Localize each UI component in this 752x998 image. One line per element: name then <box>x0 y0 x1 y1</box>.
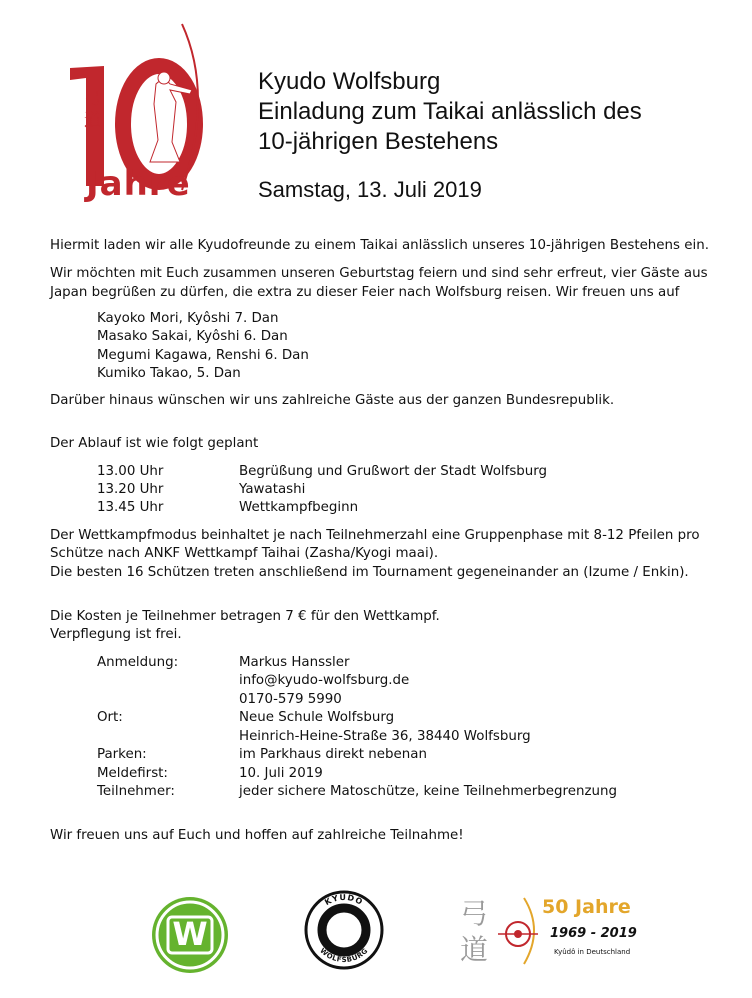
anniversary-logo <box>64 14 204 210</box>
location-name: Neue Schule Wolfsburg <box>239 710 395 725</box>
competition-mode-line1: Der Wettkampfmodus beinhaltet je nach Teilnehmerzahl eine Gruppenphase mit 8-12 Pfeilen pro <box>50 528 700 543</box>
kyudo-ring-icon <box>304 890 384 970</box>
schedule-item: Wettkampfbeginn <box>239 500 359 515</box>
anniv-kanji-top: 弓 <box>460 897 489 930</box>
location-address: Heinrich-Heine-Straße 36, 38440 Wolfsburg <box>239 729 531 744</box>
fifty-years-kyudo-logo <box>456 888 646 970</box>
ring-text-bottom: WOLFSBURG <box>318 946 370 965</box>
vfl-wolfsburg-logo <box>150 895 230 975</box>
guest-item: Megumi Kagawa, Renshi 6. Dan <box>97 348 309 363</box>
schedule-time: 13.45 Uhr <box>97 500 164 515</box>
registration-email[interactable]: info@kyudo-wolfsburg.de <box>239 673 410 688</box>
schedule-time: 13.00 Uhr <box>97 464 164 479</box>
anniv-title: 50 Jahre <box>542 896 631 918</box>
anniv-kanji-bottom: 道 <box>460 933 489 966</box>
guest-item: Kumiko Takao, 5. Dan <box>97 366 241 381</box>
closing-line: Wir freuen uns auf Euch und hoffen auf zahlreiche Teilnahme! <box>50 828 464 843</box>
schedule-item: Begrüßung und Grußwort der Stadt Wolfsburg <box>239 464 548 479</box>
logo-kanji-top: 弓 <box>84 89 101 109</box>
cost-line: Die Kosten je Teilnehmer betragen 7 € für den Wettkampf. <box>50 609 440 624</box>
header-invitation-line: Einladung zum Taikai anlässlich des <box>258 98 642 125</box>
participants-label: Teilnehmer: <box>97 784 175 799</box>
deadline-label: Meldefirst: <box>97 766 168 781</box>
ring-text-top: KYUDO <box>323 892 365 908</box>
participants-value: jeder sichere Matoschütze, keine Teilnehmerbegrenzung <box>239 784 617 799</box>
anniv-subtitle: Kyûdô in Deutschland <box>554 948 631 956</box>
target-arrow-icon <box>498 894 544 966</box>
deadline-value: 10. Juli 2019 <box>239 766 323 781</box>
welcome-paragraph-line2: Japan begrüßen zu dürfen, die extra zu dieser Feier nach Wolfsburg reisen. Wir freuen uns auf <box>50 285 680 300</box>
competition-mode-line3: Die besten 16 Schützen treten anschließend im Tournament gegeneinander an (Izume / Enkin). <box>50 565 689 580</box>
anniv-years: 1969 - 2019 <box>550 926 637 941</box>
competition-mode-line2: Schütze nach ANKF Wettkampf Taihai (Zasha/Kyogi maai). <box>50 546 439 561</box>
catering-line: Verpflegung ist frei. <box>50 627 182 642</box>
guests-wish-paragraph: Darüber hinaus wünschen wir uns zahlreiche Gäste aus der ganzen Bundesrepublik. <box>50 393 615 408</box>
schedule-intro: Der Ablauf ist wie folgt geplant <box>50 436 259 451</box>
vfl-letter: W <box>172 915 208 953</box>
header-date: Samstag, 13. Juli 2019 <box>258 177 482 202</box>
parking-value: im Parkhaus direkt nebenan <box>239 747 427 762</box>
registration-phone: 0170-579 5990 <box>239 692 342 707</box>
location-label: Ort: <box>97 710 123 725</box>
header-anniversary-line: 10-jährigen Bestehens <box>258 128 499 155</box>
registration-label: Anmeldung: <box>97 655 179 670</box>
logo-kanji-bottom: 道 <box>84 111 101 131</box>
logo-jahre-text: Jahre <box>86 164 191 204</box>
kyudo-wolfsburg-ring-logo <box>304 890 384 970</box>
schedule-item: Yawatashi <box>239 482 306 497</box>
welcome-paragraph-line1: Wir möchten mit Euch zusammen unseren Geburtstag feiern und sind sehr erfreut, vier Gäste aus <box>50 266 708 281</box>
guest-item: Kayoko Mori, Kyôshi 7. Dan <box>97 311 279 326</box>
parking-label: Parken: <box>97 747 147 762</box>
intro-paragraph: Hiermit laden wir alle Kyudofreunde zu einem Taikai anlässlich unseres 10-jährigen Bestehens ein. <box>50 238 709 253</box>
header-club-name: Kyudo Wolfsburg <box>258 68 441 95</box>
schedule-time: 13.20 Uhr <box>97 482 164 497</box>
registration-name: Markus Hanssler <box>239 655 350 670</box>
guest-item: Masako Sakai, Kyôshi 6. Dan <box>97 329 288 344</box>
